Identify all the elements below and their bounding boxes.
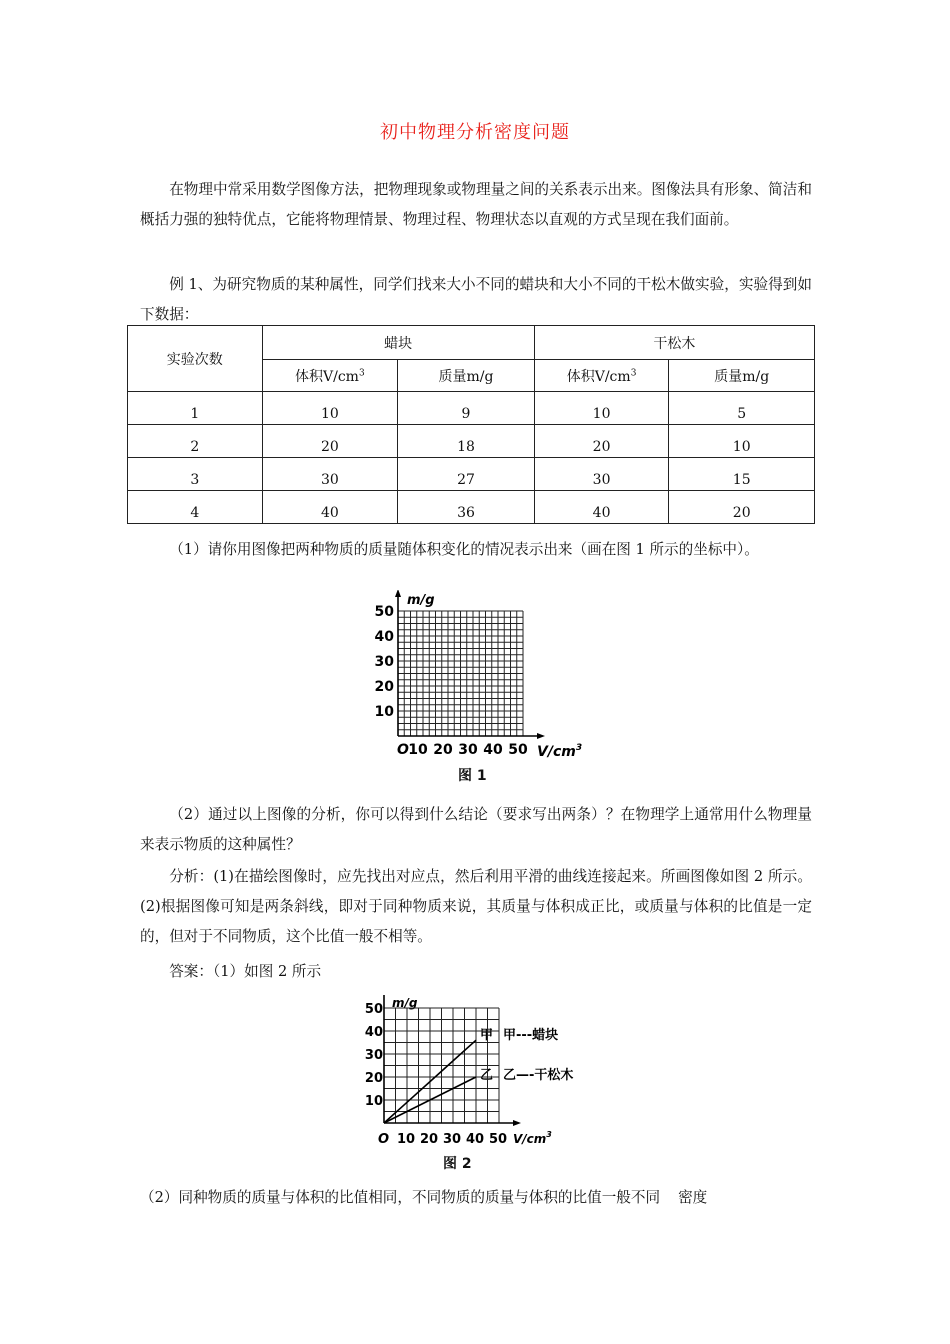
fig2-x-tick: 40	[465, 1132, 485, 1145]
fig2-y-tick: 10	[365, 1094, 383, 1109]
fig1-y-tick: 50	[374, 604, 394, 620]
figure-1-grid	[350, 590, 610, 768]
fig1-x-tick-labels	[408, 742, 528, 758]
figure-2-caption: 图 2	[443, 1156, 472, 1172]
figure-1-caption: 图 1	[458, 768, 487, 784]
fig2-x-tick: 30	[442, 1132, 462, 1145]
answer-line: 答案：（1）如图 2 所示	[169, 963, 322, 980]
fig1-y-tick: 30	[374, 654, 394, 670]
fig1-x-tick: 20	[433, 742, 453, 758]
intro-paragraph: 在物理中常采用数学图像方法，把物理现象或物理量之间的关系表示出来。图像法具有形象、简洁和概括力强的独特优点，它能将物理情景、物理过程、物理状态以直观的方式呈现在我们面前。	[140, 181, 812, 228]
fig1-x-tick: 10	[408, 742, 428, 758]
page-title: 初中物理分析密度问题	[380, 122, 570, 143]
y-axis-arrow	[395, 590, 401, 597]
fig1-y-tick: 20	[374, 679, 394, 695]
fig2-y-tick: 30	[365, 1048, 383, 1063]
legend-pine: 乙—-干松木	[503, 1068, 574, 1083]
fig2-x-tick: 10	[396, 1132, 416, 1145]
example-paragraph: 例 1、为研究物质的某种属性，同学们找来大小不同的蜡块和大小不同的干松木做实验，实验得到如下数据：	[140, 276, 812, 323]
line-a-tag: 甲	[480, 1028, 494, 1043]
question-1: （1）请你用图像把两种物质的质量随体积变化的情况表示出来（画在图 1 所示的坐标中）。	[169, 541, 759, 558]
line-b-tag: 乙	[480, 1068, 494, 1083]
fig1-y-label: m/g	[407, 593, 435, 608]
fig2-y-label: m/g	[392, 996, 418, 1010]
fig2-origin: O	[378, 1132, 390, 1145]
fig2-y-tick: 40	[365, 1025, 383, 1040]
fig2-x-tick: 50	[488, 1132, 508, 1145]
table-row: 3 30 27 30 15	[128, 458, 815, 491]
fig1-y-tick: 40	[374, 629, 394, 645]
data-table	[127, 325, 815, 524]
analysis-paragraph: 分析：(1)在描绘图像时，应先找出对应点，然后利用平滑的曲线连接起来。所画图像如图 2 所示。(2)根据图像可知是两条斜线，即对于同种物质来说，其质量与体积成正比，或质量与体积的比值是一定的，但对于不同物质，这个比值一般不相等。	[140, 868, 812, 945]
header-wax: 蜡块	[262, 326, 534, 360]
fig2-y-tick-labels	[365, 1002, 383, 1109]
fig1-x-tick: 50	[508, 742, 528, 758]
fig1-y-tick: 10	[374, 704, 394, 720]
fig1-x-tick: 40	[483, 742, 503, 758]
fig2-y-tick: 50	[365, 1002, 383, 1017]
fig1-y-tick-labels	[375, 604, 395, 720]
conclusion-text: （2）同种物质的质量与体积的比值相同，不同物质的质量与体积的比值一般不同	[140, 1189, 661, 1206]
fig2-grid	[384, 1008, 499, 1123]
fig1-origin: O	[397, 742, 409, 758]
fig1-x-label: $V/cm^3$	[537, 743, 583, 760]
table-row: 2 20 18 20 10	[128, 425, 815, 458]
header-trial: 实验次数	[128, 326, 263, 392]
conclusion-line	[140, 1183, 820, 1213]
fig1-grid	[398, 611, 523, 736]
header-wax-mass: 质量m/g	[398, 360, 535, 392]
x-axis-arrow	[537, 733, 545, 739]
header-pine-volume: 体积$V/cm^3$	[534, 360, 669, 392]
header-pine-mass: 质量m/g	[669, 360, 815, 392]
legend-wax: 甲---蜡块	[503, 1028, 559, 1043]
question-2: （2）通过以上图像的分析，你可以得到什么结论（要求写出两条）？在物理学上通常用什么物理量来表示物质的这种属性？	[140, 806, 812, 853]
table-row: 1 10 9 10 5	[128, 392, 815, 425]
fig1-x-tick: 30	[458, 742, 478, 758]
table-row: 4 40 36 40 20	[128, 491, 815, 524]
fig2-x-tick: 20	[419, 1132, 439, 1145]
fig2-x-tick-labels	[397, 1132, 507, 1145]
fig2-y-tick: 20	[365, 1071, 383, 1086]
header-wax-volume: 体积$V/cm^3$	[262, 360, 398, 392]
conclusion-answer: 密度	[678, 1189, 708, 1206]
fig2-x-label: $V/cm^3$	[513, 1130, 552, 1145]
x-axis-arrow	[513, 1120, 521, 1126]
header-pine: 干松木	[534, 326, 814, 360]
figure-2-chart	[365, 995, 615, 1145]
